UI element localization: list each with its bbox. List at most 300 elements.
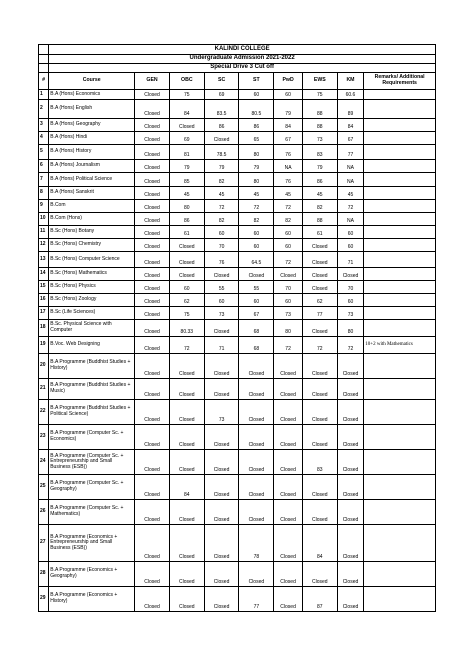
cutoff-sc: 55: [204, 281, 239, 294]
course-name: B.Sc (Hons) Computer Science: [49, 252, 135, 268]
remarks-cell: 10+2 with Mathematics: [364, 337, 436, 354]
cutoff-pwd: 76: [274, 173, 303, 187]
cutoff-obc: 75: [169, 307, 204, 320]
cutoff-obc: Closed: [169, 562, 204, 587]
cutoff-gen: Closed: [135, 562, 170, 587]
cutoff-pwd: Closed: [274, 562, 303, 587]
cutoff-st: 86: [239, 119, 274, 132]
cutoff-obc: Closed: [169, 252, 204, 268]
cutoff-gen: Closed: [135, 320, 170, 337]
cutoff-sc: Closed: [204, 450, 239, 475]
cutoff-gen: Closed: [135, 119, 170, 132]
cutoff-obc: 72: [169, 337, 204, 354]
cutoff-st: 55: [239, 281, 274, 294]
table-row: [39, 173, 436, 187]
cutoff-obc: Closed: [169, 425, 204, 450]
cutoff-st: 65: [239, 132, 274, 145]
cutoff-km: Closed: [337, 450, 364, 475]
cutoff-sc: 69: [204, 90, 239, 100]
remarks-cell: [364, 400, 436, 425]
cutoff-ews: 79: [302, 160, 337, 173]
cutoff-ews: 84: [302, 525, 337, 562]
cutoff-gen: Closed: [135, 239, 170, 252]
course-name: B.Sc. Physical Science with Computer: [49, 320, 135, 337]
cutoff-obc: 75: [169, 90, 204, 100]
remarks-cell: [364, 268, 436, 281]
cutoff-gen: Closed: [135, 145, 170, 160]
cutoff-km: NA: [337, 160, 364, 173]
cutoff-sc: 73: [204, 400, 239, 425]
cutoff-ews: 61: [302, 226, 337, 239]
cutoff-pwd: Closed: [274, 475, 303, 500]
cutoff-gen: Closed: [135, 132, 170, 145]
table-row: [39, 145, 436, 160]
cutoff-ews: 62: [302, 294, 337, 307]
cutoff-obc: 79: [169, 160, 204, 173]
table-row: [39, 475, 436, 500]
cutoff-gen: Closed: [135, 379, 170, 400]
cutoff-ews: Closed: [302, 268, 337, 281]
cutoff-ews: 77: [302, 307, 337, 320]
row-number: 20: [39, 354, 49, 379]
cutoff-obc: 84: [169, 100, 204, 119]
cutoff-pwd: Closed: [274, 354, 303, 379]
cutoff-km: Closed: [337, 425, 364, 450]
table-row: [39, 268, 436, 281]
cutoff-obc: 62: [169, 294, 204, 307]
cutoff-km: 60.6: [337, 90, 364, 100]
row-number: 26: [39, 500, 49, 525]
cutoff-pwd: 84: [274, 119, 303, 132]
cutoff-sc: 82: [204, 213, 239, 226]
cutoff-km: Closed: [337, 400, 364, 425]
cutoff-gen: Closed: [135, 200, 170, 213]
row-number: 22: [39, 400, 49, 425]
remarks-cell: [364, 562, 436, 587]
remarks-cell: [364, 90, 436, 100]
remarks-cell: [364, 475, 436, 500]
course-name: B.A Programme (Economics + Entrepreneurship and Small Business (ESB)): [49, 525, 135, 562]
cutoff-obc: 85: [169, 173, 204, 187]
table-row: [39, 562, 436, 587]
cutoff-km: Closed: [337, 268, 364, 281]
row-number: 23: [39, 425, 49, 450]
cutoff-gen: Closed: [135, 587, 170, 612]
table-row: [39, 132, 436, 145]
cutoff-km: 71: [337, 252, 364, 268]
cutoff-gen: Closed: [135, 425, 170, 450]
cutoff-sc: Closed: [204, 425, 239, 450]
table-row: [39, 252, 436, 268]
row-number: 18: [39, 320, 49, 337]
cutoff-pwd: 72: [274, 337, 303, 354]
cutoff-st: 45: [239, 187, 274, 200]
drive-title: Special Drive 3 Cut off: [49, 64, 436, 73]
course-name: B.A (Hons) Sanskrit: [49, 187, 135, 200]
cutoff-gen: Closed: [135, 90, 170, 100]
cutoff-sc: Closed: [204, 525, 239, 562]
cutoff-km: 60: [337, 239, 364, 252]
cutoff-km: 60: [337, 294, 364, 307]
cutoff-km: 70: [337, 281, 364, 294]
row-number: 28: [39, 562, 49, 587]
header-row-admission: [39, 55, 436, 64]
row-number: 1: [39, 90, 49, 100]
cutoff-sc: Closed: [204, 320, 239, 337]
course-name: B.A (Hons) Geography: [49, 119, 135, 132]
cutoff-ews: 83: [302, 450, 337, 475]
course-name: B.A (Hons) Economics: [49, 90, 135, 100]
cutoff-ews: Closed: [302, 400, 337, 425]
cutoff-st: Closed: [239, 562, 274, 587]
cutoff-gen: Closed: [135, 252, 170, 268]
cutoff-pwd: Closed: [274, 500, 303, 525]
course-name: B.A Programme (Buddhist Studies + Music): [49, 379, 135, 400]
cutoff-sc: Closed: [204, 268, 239, 281]
cutoff-km: 80: [337, 320, 364, 337]
cutoff-pwd: 76: [274, 145, 303, 160]
cutoff-st: Closed: [239, 268, 274, 281]
row-number: 6: [39, 160, 49, 173]
col-header-sc: SC: [204, 73, 239, 90]
cutoff-km: Closed: [337, 525, 364, 562]
cutoff-pwd: Closed: [274, 450, 303, 475]
col-header-remarks: Remarks/ Additional Requirements: [364, 73, 436, 90]
cutoff-gen: Closed: [135, 173, 170, 187]
row-number: 21: [39, 379, 49, 400]
cutoff-pwd: Closed: [274, 587, 303, 612]
table-row: [39, 500, 436, 525]
cutoff-ews: 83: [302, 145, 337, 160]
cutoff-sc: 82: [204, 173, 239, 187]
course-name: B.Sc (Hons) Physics: [49, 281, 135, 294]
remarks-cell: [364, 525, 436, 562]
remarks-cell: [364, 320, 436, 337]
cutoff-gen: Closed: [135, 213, 170, 226]
cutoff-sc: 73: [204, 307, 239, 320]
cutoff-pwd: Closed: [274, 425, 303, 450]
col-header-km: KM: [337, 73, 364, 90]
table-row: [39, 281, 436, 294]
cutoff-sc: 70: [204, 239, 239, 252]
course-name: B.A Programme (Computer Sc. + Geography): [49, 475, 135, 500]
cutoff-sc: Closed: [204, 500, 239, 525]
cutoff-km: 73: [337, 307, 364, 320]
row-number: 5: [39, 145, 49, 160]
cutoff-obc: Closed: [169, 400, 204, 425]
cutoff-ews: Closed: [302, 425, 337, 450]
cutoff-pwd: Closed: [274, 379, 303, 400]
cutoff-st: 72: [239, 200, 274, 213]
cutoff-sc: Closed: [204, 587, 239, 612]
remarks-cell: [364, 213, 436, 226]
cutoff-km: 84: [337, 119, 364, 132]
course-name: B.Sc (Hons) Chemistry: [49, 239, 135, 252]
cutoff-gen: Closed: [135, 400, 170, 425]
cutoff-pwd: 60: [274, 226, 303, 239]
table-row: [39, 307, 436, 320]
cutoff-km: 89: [337, 100, 364, 119]
col-header-course: Course: [49, 73, 135, 90]
table-row: [39, 239, 436, 252]
cutoff-sc: 60: [204, 226, 239, 239]
cutoff-km: 72: [337, 337, 364, 354]
cutoff-obc: 84: [169, 475, 204, 500]
table-row: [39, 119, 436, 132]
cutoff-pwd: 70: [274, 281, 303, 294]
cutoff-obc: Closed: [169, 379, 204, 400]
cutoff-ews: 88: [302, 119, 337, 132]
cutoff-st: 80.5: [239, 100, 274, 119]
row-number: 19: [39, 337, 49, 354]
cutoff-km: Closed: [337, 379, 364, 400]
row-number: 15: [39, 281, 49, 294]
cutoff-gen: Closed: [135, 354, 170, 379]
cutoff-pwd: NA: [274, 160, 303, 173]
cutoff-ews: 88: [302, 213, 337, 226]
remarks-cell: [364, 187, 436, 200]
cutoff-gen: Closed: [135, 160, 170, 173]
table-row: [39, 425, 436, 450]
table-row: [39, 226, 436, 239]
cutoff-st: Closed: [239, 500, 274, 525]
remarks-cell: [364, 132, 436, 145]
course-name: B.Com (Hons): [49, 213, 135, 226]
cutoff-sc: Closed: [204, 475, 239, 500]
row-number: 27: [39, 525, 49, 562]
cutoff-table: [38, 44, 436, 612]
cutoff-pwd: 60: [274, 239, 303, 252]
cutoff-sc: 60: [204, 294, 239, 307]
table-row: [39, 379, 436, 400]
row-number: 2: [39, 100, 49, 119]
cutoff-obc: Closed: [169, 450, 204, 475]
cutoff-ews: 72: [302, 337, 337, 354]
remarks-cell: [364, 145, 436, 160]
course-name: B.Sc (Life Sciences): [49, 307, 135, 320]
cutoff-obc: 81: [169, 145, 204, 160]
cutoff-st: 79: [239, 160, 274, 173]
course-name: B.Voc. Web Designing: [49, 337, 135, 354]
cutoff-pwd: 72: [274, 252, 303, 268]
cutoff-ews: 86: [302, 173, 337, 187]
remarks-cell: [364, 226, 436, 239]
course-name: B.A (Hons) English: [49, 100, 135, 119]
cutoff-ews: Closed: [302, 500, 337, 525]
row-number: 11: [39, 226, 49, 239]
cutoff-gen: Closed: [135, 100, 170, 119]
col-header-st: ST: [239, 73, 274, 90]
admission-title: Undergraduate Admission 2021-2022: [49, 55, 436, 64]
remarks-cell: [364, 252, 436, 268]
table-row: [39, 587, 436, 612]
cutoff-ews: Closed: [302, 281, 337, 294]
row-number: 3: [39, 119, 49, 132]
course-name: B.Com: [49, 200, 135, 213]
remarks-cell: [364, 160, 436, 173]
row-number: 7: [39, 173, 49, 187]
remarks-cell: [364, 354, 436, 379]
cutoff-ews: Closed: [302, 379, 337, 400]
cutoff-gen: Closed: [135, 268, 170, 281]
cutoff-ews: Closed: [302, 252, 337, 268]
remarks-cell: [364, 425, 436, 450]
cutoff-st: Closed: [239, 354, 274, 379]
row-number: 12: [39, 239, 49, 252]
cutoff-st: 60: [239, 294, 274, 307]
cutoff-obc: 69: [169, 132, 204, 145]
table-row: [39, 354, 436, 379]
cutoff-gen: Closed: [135, 307, 170, 320]
cutoff-st: 60: [239, 239, 274, 252]
cutoff-km: Closed: [337, 354, 364, 379]
column-header-row: [39, 73, 436, 90]
cutoff-pwd: 80: [274, 320, 303, 337]
cutoff-st: Closed: [239, 400, 274, 425]
cutoff-ews: Closed: [302, 475, 337, 500]
cutoff-gen: Closed: [135, 187, 170, 200]
cutoff-sc: Closed: [204, 379, 239, 400]
col-header-pwd: PwD: [274, 73, 303, 90]
cutoff-st: 68: [239, 320, 274, 337]
table-row: [39, 320, 436, 337]
cutoff-obc: 80: [169, 200, 204, 213]
course-name: B.Sc (Hons) Mathematics: [49, 268, 135, 281]
cutoff-st: 78: [239, 525, 274, 562]
college-name: KALINDI COLLEGE: [49, 45, 436, 55]
cutoff-pwd: 45: [274, 187, 303, 200]
cutoff-pwd: 73: [274, 307, 303, 320]
table-row: [39, 100, 436, 119]
course-name: B.A Programme (Computer Sc. + Entrepreneurship and Small Business (ESB)): [49, 450, 135, 475]
cutoff-sc: Closed: [204, 132, 239, 145]
course-name: B.Sc (Hons) Zoology: [49, 294, 135, 307]
cutoff-pwd: 82: [274, 213, 303, 226]
cutoff-pwd: 72: [274, 200, 303, 213]
cutoff-st: 68: [239, 337, 274, 354]
cutoff-st: 64.5: [239, 252, 274, 268]
cutoff-km: NA: [337, 173, 364, 187]
cutoff-pwd: 79: [274, 100, 303, 119]
cutoff-km: Closed: [337, 500, 364, 525]
row-number: 8: [39, 187, 49, 200]
cutoff-sc: 83.5: [204, 100, 239, 119]
cutoff-ews: 88: [302, 100, 337, 119]
cutoff-km: 60: [337, 226, 364, 239]
cutoff-obc: 45: [169, 187, 204, 200]
cutoff-obc: Closed: [169, 354, 204, 379]
cutoff-sc: Closed: [204, 354, 239, 379]
table-row: [39, 187, 436, 200]
row-number: 9: [39, 200, 49, 213]
cutoff-km: Closed: [337, 587, 364, 612]
remarks-cell: [364, 200, 436, 213]
col-header-num: #: [39, 73, 49, 90]
table-row: [39, 294, 436, 307]
row-number: 16: [39, 294, 49, 307]
remarks-cell: [364, 450, 436, 475]
cutoff-pwd: 67: [274, 132, 303, 145]
cutoff-st: Closed: [239, 379, 274, 400]
row-number: 10: [39, 213, 49, 226]
cutoff-sc: 72: [204, 200, 239, 213]
cutoff-sc: 86: [204, 119, 239, 132]
course-name: B.A (Hons) Political Science: [49, 173, 135, 187]
course-name: B.A (Hons) Journalism: [49, 160, 135, 173]
row-number: 17: [39, 307, 49, 320]
header-row-college: [39, 45, 436, 55]
cutoff-km: NA: [337, 213, 364, 226]
cutoff-pwd: Closed: [274, 525, 303, 562]
cutoff-km: 45: [337, 187, 364, 200]
row-number: 24: [39, 450, 49, 475]
cutoff-st: Closed: [239, 450, 274, 475]
cutoff-km: Closed: [337, 475, 364, 500]
cutoff-gen: Closed: [135, 450, 170, 475]
cutoff-sc: 45: [204, 187, 239, 200]
cutoff-gen: Closed: [135, 337, 170, 354]
cutoff-st: 60: [239, 90, 274, 100]
cutoff-st: 80: [239, 145, 274, 160]
cutoff-obc: 61: [169, 226, 204, 239]
cutoff-st: 82: [239, 213, 274, 226]
cutoff-gen: Closed: [135, 226, 170, 239]
row-number: 13: [39, 252, 49, 268]
table-row: [39, 213, 436, 226]
cutoff-sc: 71: [204, 337, 239, 354]
remarks-cell: [364, 239, 436, 252]
table-row: [39, 400, 436, 425]
cutoff-km: Closed: [337, 562, 364, 587]
table-row: [39, 337, 436, 354]
cutoff-gen: Closed: [135, 294, 170, 307]
cutoff-ews: 73: [302, 132, 337, 145]
cutoff-gen: Closed: [135, 525, 170, 562]
cutoff-obc: Closed: [169, 119, 204, 132]
col-header-obc: OBC: [169, 73, 204, 90]
table-row: [39, 525, 436, 562]
cutoff-gen: Closed: [135, 500, 170, 525]
cutoff-obc: Closed: [169, 587, 204, 612]
course-name: B.A (Hons) Hindi: [49, 132, 135, 145]
remarks-cell: [364, 281, 436, 294]
remarks-cell: [364, 307, 436, 320]
course-name: B.A Programme (Computer Sc. + Mathematics): [49, 500, 135, 525]
cutoff-ews: Closed: [302, 320, 337, 337]
cutoff-km: 67: [337, 132, 364, 145]
cutoff-ews: Closed: [302, 239, 337, 252]
course-name: B.A Programme (Computer Sc. + Economics): [49, 425, 135, 450]
cutoff-st: Closed: [239, 475, 274, 500]
cutoff-obc: 60: [169, 281, 204, 294]
cutoff-st: 77: [239, 587, 274, 612]
course-name: B.A Programme (Economics + Geography): [49, 562, 135, 587]
cutoff-st: 60: [239, 226, 274, 239]
cutoff-st: 67: [239, 307, 274, 320]
course-name: B.A (Hons) History: [49, 145, 135, 160]
cutoff-gen: Closed: [135, 281, 170, 294]
col-header-ews: EWS: [302, 73, 337, 90]
remarks-cell: [364, 173, 436, 187]
cutoff-sc: 79: [204, 160, 239, 173]
cutoff-obc: Closed: [169, 525, 204, 562]
cutoff-pwd: Closed: [274, 400, 303, 425]
remarks-cell: [364, 379, 436, 400]
header-row-drive: [39, 64, 436, 73]
table-row: [39, 200, 436, 213]
cutoff-km: 72: [337, 200, 364, 213]
row-number: 14: [39, 268, 49, 281]
